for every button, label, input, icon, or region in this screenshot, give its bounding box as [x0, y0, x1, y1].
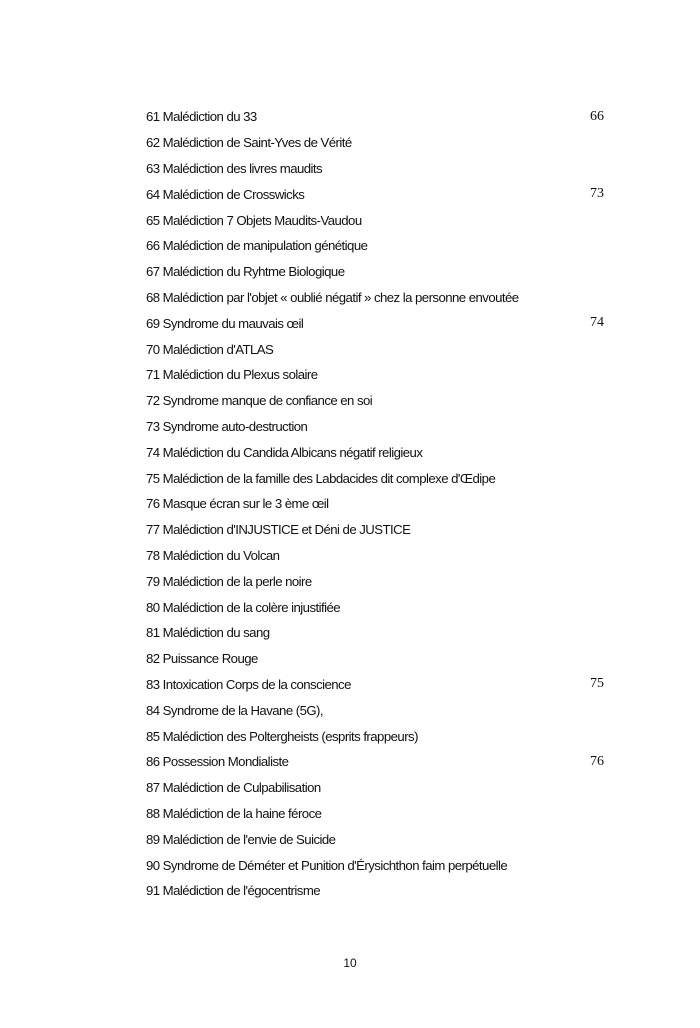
toc-entry-title: 90 Syndrome de Déméter et Punition d'Érysichthon faim perpétuelle	[146, 857, 508, 873]
toc-entry	[146, 310, 604, 336]
toc-entry-title: 61 Malédiction du 33	[146, 109, 257, 125]
toc-entry	[146, 156, 604, 182]
toc-entry-title: 76 Masque écran sur le 3 ème œil	[146, 496, 329, 512]
toc-entry-title: 75 Malédiction de la famille des Labdacides dit complexe d'Œdipe	[146, 470, 496, 486]
toc-entry	[146, 568, 604, 594]
toc-entry-title: 89 Malédiction de l'envie de Suicide	[146, 831, 336, 847]
toc-entry	[146, 749, 604, 775]
toc-entry	[146, 233, 604, 259]
toc-entry-title: 87 Malédiction de Culpabilisation	[146, 780, 321, 796]
toc-entry	[146, 672, 604, 698]
toc-entry-title: 73 Syndrome auto-destruction	[146, 418, 308, 434]
toc-entry	[146, 388, 604, 414]
toc-entry	[146, 723, 604, 749]
toc-entry	[146, 259, 604, 285]
toc-entry-title: 79 Malédiction de la perle noire	[146, 573, 312, 589]
toc-entry	[146, 801, 604, 827]
toc-entry-title: 83 Intoxication Corps de la conscience	[146, 676, 351, 692]
toc-entry	[146, 414, 604, 440]
toc-entry	[146, 826, 604, 852]
toc-entry	[146, 130, 604, 156]
toc-entry-title: 84 Syndrome de la Havane (5G),	[146, 702, 324, 718]
toc-entry	[146, 336, 604, 362]
toc-entry-page: 66	[590, 108, 604, 124]
toc-entry	[146, 878, 604, 904]
toc-entry-title: 88 Malédiction de la haine féroce	[146, 805, 322, 821]
toc-entry-title: 74 Malédiction du Candida Albicans négatif religieux	[146, 444, 423, 460]
toc-entry-title: 91 Malédiction de l'égocentrisme	[146, 883, 321, 899]
toc-entry-title: 72 Syndrome manque de confiance en soi	[146, 393, 373, 409]
toc-entry-title: 86 Possession Mondialiste	[146, 754, 289, 770]
toc-entry	[146, 697, 604, 723]
toc-entry	[146, 775, 604, 801]
toc-entry	[146, 207, 604, 233]
toc-entry	[146, 285, 604, 311]
toc-entry-page: 74	[590, 315, 604, 331]
toc-entry-title: 66 Malédiction de manipulation génétique	[146, 238, 368, 254]
toc-entry-title: 65 Malédiction 7 Objets Maudits-Vaudou	[146, 212, 362, 228]
toc-entry	[146, 620, 604, 646]
toc-entry	[146, 646, 604, 672]
toc-entry-page: 75	[590, 676, 604, 692]
toc-entry-title: 71 Malédiction du Plexus solaire	[146, 367, 318, 383]
toc-entry-page: 76	[590, 753, 604, 769]
toc-entry-title: 69 Syndrome du mauvais œil	[146, 315, 304, 331]
toc-entry	[146, 543, 604, 569]
page-number: 10	[343, 956, 357, 970]
toc-entry	[146, 104, 604, 130]
toc-entry-title: 67 Malédiction du Ryhtme Biologique	[146, 264, 345, 280]
toc-entry-title: 77 Malédiction d'INJUSTICE et Déni de JUSTICE	[146, 522, 411, 538]
toc-entry-title: 85 Malédiction des Poltergheists (esprits frappeurs)	[146, 728, 418, 744]
toc-entry	[146, 491, 604, 517]
toc-entry-title: 63 Malédiction des livres maudits	[146, 160, 323, 176]
toc-entry-title: 80 Malédiction de la colère injustifiée	[146, 599, 341, 615]
toc-entry	[146, 439, 604, 465]
toc-entry	[146, 852, 604, 878]
toc-entry-title: 82 Puissance Rouge	[146, 651, 258, 667]
toc-entry-page: 73	[590, 186, 604, 202]
toc-entry	[146, 362, 604, 388]
toc-entry	[146, 594, 604, 620]
toc-entry	[146, 517, 604, 543]
toc-entry	[146, 181, 604, 207]
toc-entry	[146, 465, 604, 491]
table-of-contents	[146, 104, 604, 904]
toc-entry-title: 62 Malédiction de Saint-Yves de Vérité	[146, 135, 352, 151]
toc-entry-title: 68 Malédiction par l'objet « oublié négatif » chez la personne envoutée	[146, 289, 519, 305]
toc-entry-title: 81 Malédiction du sang	[146, 625, 270, 641]
toc-entry-title: 70 Malédiction d'ATLAS	[146, 341, 274, 357]
toc-entry-title: 78 Malédiction du Volcan	[146, 547, 280, 563]
toc-entry-title: 64 Malédiction de Crosswicks	[146, 186, 305, 202]
